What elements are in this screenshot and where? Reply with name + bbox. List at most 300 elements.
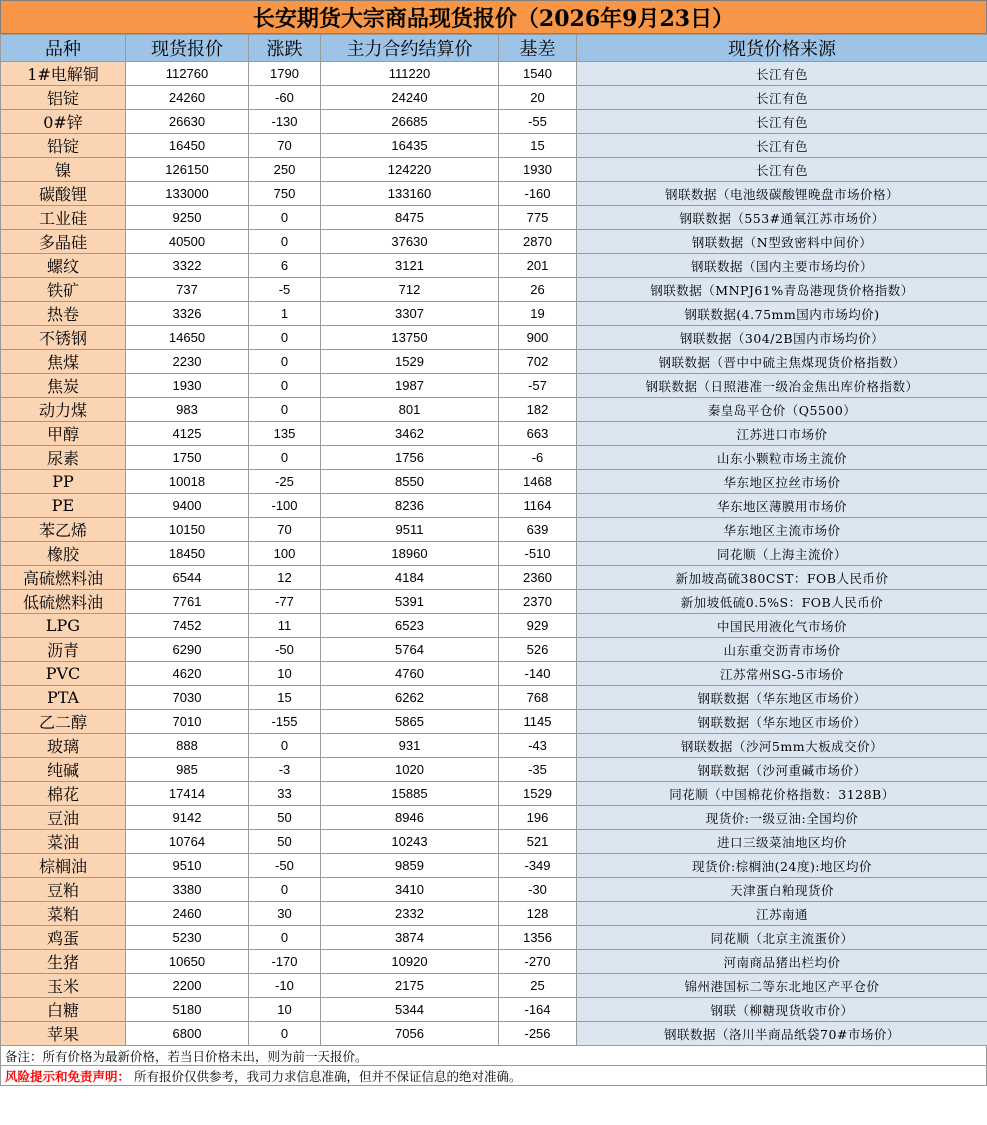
table-row	[1, 566, 987, 590]
spot-price-cell: 3326	[126, 302, 249, 326]
change-cell: 50	[249, 830, 321, 854]
basis-cell: 20	[499, 86, 577, 110]
variety-cell: 0#锌	[1, 110, 126, 134]
table-row	[1, 134, 987, 158]
settlement-cell: 9511	[321, 518, 499, 542]
source-cell: 长江有色	[577, 158, 987, 182]
variety-cell: 镍	[1, 158, 126, 182]
table-row	[1, 278, 987, 302]
settlement-cell: 7056	[321, 1022, 499, 1046]
basis-cell: 1356	[499, 926, 577, 950]
source-cell: 同花顺（上海主流价）	[577, 542, 987, 566]
basis-cell: 196	[499, 806, 577, 830]
basis-cell: -510	[499, 542, 577, 566]
variety-cell: 尿素	[1, 446, 126, 470]
table-row	[1, 662, 987, 686]
source-cell: 钢联数据（电池级碳酸锂晚盘市场价格）	[577, 182, 987, 206]
spot-price-cell: 17414	[126, 782, 249, 806]
source-cell: 长江有色	[577, 86, 987, 110]
source-cell: 华东地区主流市场价	[577, 518, 987, 542]
source-cell: 钢联数据（沙河5mm大板成交价）	[577, 734, 987, 758]
source-cell: 钢联（柳糖现货收市价）	[577, 998, 987, 1022]
spot-price-cell: 4620	[126, 662, 249, 686]
variety-cell: 动力煤	[1, 398, 126, 422]
source-cell: 钢联数据（日照港准一级冶金焦出库价格指数）	[577, 374, 987, 398]
settlement-cell: 8475	[321, 206, 499, 230]
spot-price-cell: 7452	[126, 614, 249, 638]
settlement-cell: 5865	[321, 710, 499, 734]
settlement-cell: 111220	[321, 62, 499, 86]
variety-cell: PTA	[1, 686, 126, 710]
settlement-cell: 26685	[321, 110, 499, 134]
basis-cell: -30	[499, 878, 577, 902]
basis-cell: 1540	[499, 62, 577, 86]
table-row	[1, 350, 987, 374]
table-row	[1, 254, 987, 278]
source-cell: 同花顺（中国棉花价格指数：3128B）	[577, 782, 987, 806]
basis-cell: 2360	[499, 566, 577, 590]
change-cell: 750	[249, 182, 321, 206]
source-cell: 钢联数据（华东地区市场价）	[577, 710, 987, 734]
basis-cell: 639	[499, 518, 577, 542]
change-cell: 100	[249, 542, 321, 566]
variety-cell: 焦炭	[1, 374, 126, 398]
spot-price-cell: 1750	[126, 446, 249, 470]
change-cell: 0	[249, 734, 321, 758]
spot-price-cell: 10650	[126, 950, 249, 974]
table-row	[1, 710, 987, 734]
variety-cell: 热卷	[1, 302, 126, 326]
table-row	[1, 470, 987, 494]
change-cell: 30	[249, 902, 321, 926]
variety-cell: 苯乙烯	[1, 518, 126, 542]
table-row	[1, 950, 987, 974]
change-cell: 0	[249, 326, 321, 350]
spot-price-cell: 24260	[126, 86, 249, 110]
basis-cell: 1529	[499, 782, 577, 806]
source-cell: 长江有色	[577, 110, 987, 134]
table-row	[1, 806, 987, 830]
table-row	[1, 230, 987, 254]
change-cell: -130	[249, 110, 321, 134]
change-cell: -50	[249, 854, 321, 878]
variety-cell: 铝锭	[1, 86, 126, 110]
basis-cell: 182	[499, 398, 577, 422]
spot-price-cell: 6800	[126, 1022, 249, 1046]
settlement-cell: 3874	[321, 926, 499, 950]
warning-label: 风险提示和免责声明：	[5, 1068, 131, 1084]
header-variety: 品种	[1, 35, 126, 62]
price-table	[0, 34, 987, 1046]
basis-cell: -270	[499, 950, 577, 974]
variety-cell: PP	[1, 470, 126, 494]
settlement-cell: 4184	[321, 566, 499, 590]
settlement-cell: 10243	[321, 830, 499, 854]
source-cell: 长江有色	[577, 62, 987, 86]
table-row	[1, 86, 987, 110]
change-cell: -100	[249, 494, 321, 518]
basis-cell: 900	[499, 326, 577, 350]
source-cell: 中国民用液化气市场价	[577, 614, 987, 638]
variety-cell: 铁矿	[1, 278, 126, 302]
source-cell: 钢联数据(4.75mm国内市场均价)	[577, 302, 987, 326]
table-row	[1, 902, 987, 926]
source-cell: 华东地区拉丝市场价	[577, 470, 987, 494]
source-cell: 江苏南通	[577, 902, 987, 926]
spot-price-cell: 2200	[126, 974, 249, 998]
spot-price-cell: 133000	[126, 182, 249, 206]
source-cell: 长江有色	[577, 134, 987, 158]
change-cell: 70	[249, 134, 321, 158]
basis-cell: 2870	[499, 230, 577, 254]
change-cell: 6	[249, 254, 321, 278]
change-cell: 12	[249, 566, 321, 590]
source-cell: 江苏常州SG-5市场价	[577, 662, 987, 686]
change-cell: 0	[249, 878, 321, 902]
spot-price-cell: 983	[126, 398, 249, 422]
settlement-cell: 1020	[321, 758, 499, 782]
table-row	[1, 590, 987, 614]
spot-price-cell: 2460	[126, 902, 249, 926]
source-cell: 同花顺（北京主流蛋价）	[577, 926, 987, 950]
variety-cell: 碳酸锂	[1, 182, 126, 206]
change-cell: -3	[249, 758, 321, 782]
change-cell: -25	[249, 470, 321, 494]
basis-cell: 929	[499, 614, 577, 638]
table-row	[1, 1022, 987, 1046]
variety-cell: 乙二醇	[1, 710, 126, 734]
table-row	[1, 182, 987, 206]
change-cell: 10	[249, 998, 321, 1022]
variety-cell: 生猪	[1, 950, 126, 974]
settlement-cell: 5764	[321, 638, 499, 662]
settlement-cell: 801	[321, 398, 499, 422]
change-cell: 33	[249, 782, 321, 806]
spot-price-cell: 4125	[126, 422, 249, 446]
spot-price-cell: 10764	[126, 830, 249, 854]
basis-cell: 15	[499, 134, 577, 158]
variety-cell: 甲醇	[1, 422, 126, 446]
basis-cell: 768	[499, 686, 577, 710]
settlement-cell: 24240	[321, 86, 499, 110]
table-row	[1, 854, 987, 878]
basis-cell: -164	[499, 998, 577, 1022]
variety-cell: 不锈钢	[1, 326, 126, 350]
table-row	[1, 206, 987, 230]
table-row	[1, 926, 987, 950]
header-change: 涨跌	[249, 35, 321, 62]
settlement-cell: 2175	[321, 974, 499, 998]
settlement-cell: 8236	[321, 494, 499, 518]
settlement-cell: 8946	[321, 806, 499, 830]
source-cell: 钢联数据（晋中中硫主焦煤现货价格指数）	[577, 350, 987, 374]
warning-text: 所有报价仅供参考，我司力求信息准确，但并不保证信息的绝对准确。	[134, 1068, 522, 1084]
spot-price-cell: 9250	[126, 206, 249, 230]
table-row	[1, 374, 987, 398]
variety-cell: 苹果	[1, 1022, 126, 1046]
change-cell: 0	[249, 206, 321, 230]
basis-cell: -349	[499, 854, 577, 878]
change-cell: 0	[249, 1022, 321, 1046]
change-cell: 15	[249, 686, 321, 710]
source-cell: 现货价:棕榈油(24度):地区均价	[577, 854, 987, 878]
variety-cell: 玻璃	[1, 734, 126, 758]
change-cell: -77	[249, 590, 321, 614]
basis-cell: 526	[499, 638, 577, 662]
table-row	[1, 62, 987, 86]
settlement-cell: 1987	[321, 374, 499, 398]
spot-price-cell: 9142	[126, 806, 249, 830]
variety-cell: 螺纹	[1, 254, 126, 278]
basis-cell: -140	[499, 662, 577, 686]
table-row	[1, 782, 987, 806]
change-cell: 70	[249, 518, 321, 542]
source-cell: 钢联数据（华东地区市场价）	[577, 686, 987, 710]
settlement-cell: 1756	[321, 446, 499, 470]
change-cell: -10	[249, 974, 321, 998]
spot-price-cell: 2230	[126, 350, 249, 374]
variety-cell: 工业硅	[1, 206, 126, 230]
table-row	[1, 638, 987, 662]
source-cell: 新加坡高硫380CST：FOB人民币价	[577, 566, 987, 590]
table-row	[1, 302, 987, 326]
table-row	[1, 398, 987, 422]
source-cell: 山东重交沥青市场价	[577, 638, 987, 662]
change-cell: -50	[249, 638, 321, 662]
change-cell: 1790	[249, 62, 321, 86]
source-cell: 天津蛋白粕现货价	[577, 878, 987, 902]
settlement-cell: 15885	[321, 782, 499, 806]
basis-cell: 1468	[499, 470, 577, 494]
settlement-cell: 9859	[321, 854, 499, 878]
source-cell: 进口三级菜油地区均价	[577, 830, 987, 854]
spot-price-cell: 7030	[126, 686, 249, 710]
variety-cell: 纯碱	[1, 758, 126, 782]
source-cell: 钢联数据（MNPJ61%青岛港现货价格指数）	[577, 278, 987, 302]
settlement-cell: 133160	[321, 182, 499, 206]
table-row	[1, 974, 987, 998]
variety-cell: 低硫燃料油	[1, 590, 126, 614]
change-cell: 1	[249, 302, 321, 326]
variety-cell: 白糖	[1, 998, 126, 1022]
spot-price-cell: 18450	[126, 542, 249, 566]
change-cell: 0	[249, 446, 321, 470]
table-row	[1, 494, 987, 518]
source-cell: 现货价:一级豆油:全国均价	[577, 806, 987, 830]
spot-price-cell: 6290	[126, 638, 249, 662]
change-cell: 0	[249, 230, 321, 254]
variety-cell: 玉米	[1, 974, 126, 998]
change-cell: 0	[249, 926, 321, 950]
basis-cell: -43	[499, 734, 577, 758]
settlement-cell: 10920	[321, 950, 499, 974]
spot-price-cell: 9400	[126, 494, 249, 518]
settlement-cell: 2332	[321, 902, 499, 926]
settlement-cell: 931	[321, 734, 499, 758]
variety-cell: 豆油	[1, 806, 126, 830]
variety-cell: 焦煤	[1, 350, 126, 374]
header-basis: 基差	[499, 35, 577, 62]
variety-cell: 棕榈油	[1, 854, 126, 878]
change-cell: 0	[249, 398, 321, 422]
basis-cell: 775	[499, 206, 577, 230]
spot-price-cell: 5180	[126, 998, 249, 1022]
basis-cell: -35	[499, 758, 577, 782]
basis-cell: 2370	[499, 590, 577, 614]
spot-price-cell: 40500	[126, 230, 249, 254]
change-cell: 0	[249, 350, 321, 374]
spot-price-cell: 9510	[126, 854, 249, 878]
basis-cell: -55	[499, 110, 577, 134]
table-row	[1, 158, 987, 182]
settlement-cell: 124220	[321, 158, 499, 182]
header-settlement: 主力合约结算价	[321, 35, 499, 62]
spot-price-cell: 6544	[126, 566, 249, 590]
variety-cell: 菜油	[1, 830, 126, 854]
basis-cell: 521	[499, 830, 577, 854]
variety-cell: 多晶硅	[1, 230, 126, 254]
spot-price-cell: 16450	[126, 134, 249, 158]
table-row	[1, 998, 987, 1022]
spot-price-cell: 10018	[126, 470, 249, 494]
table-row	[1, 758, 987, 782]
basis-cell: 702	[499, 350, 577, 374]
settlement-cell: 8550	[321, 470, 499, 494]
table-row	[1, 878, 987, 902]
basis-cell: 1145	[499, 710, 577, 734]
basis-cell: 128	[499, 902, 577, 926]
settlement-cell: 1529	[321, 350, 499, 374]
change-cell: -60	[249, 86, 321, 110]
source-cell: 钢联数据（553#通氧江苏市场价）	[577, 206, 987, 230]
variety-cell: 1#电解铜	[1, 62, 126, 86]
change-cell: 135	[249, 422, 321, 446]
variety-cell: 沥青	[1, 638, 126, 662]
spot-price-cell: 14650	[126, 326, 249, 350]
change-cell: 250	[249, 158, 321, 182]
settlement-cell: 5391	[321, 590, 499, 614]
settlement-cell: 3121	[321, 254, 499, 278]
change-cell: 10	[249, 662, 321, 686]
change-cell: 11	[249, 614, 321, 638]
spot-price-cell: 3322	[126, 254, 249, 278]
settlement-cell: 712	[321, 278, 499, 302]
variety-cell: 棉花	[1, 782, 126, 806]
settlement-cell: 3410	[321, 878, 499, 902]
source-cell: 钢联数据（国内主要市场均价）	[577, 254, 987, 278]
table-body	[1, 62, 987, 1046]
table-header	[1, 35, 987, 62]
variety-cell: 高硫燃料油	[1, 566, 126, 590]
settlement-cell: 37630	[321, 230, 499, 254]
settlement-cell: 18960	[321, 542, 499, 566]
table-row	[1, 734, 987, 758]
source-cell: 河南商品猪出栏均价	[577, 950, 987, 974]
spot-price-cell: 7010	[126, 710, 249, 734]
variety-cell: 鸡蛋	[1, 926, 126, 950]
basis-cell: 201	[499, 254, 577, 278]
spot-price-cell: 7761	[126, 590, 249, 614]
spot-price-cell: 126150	[126, 158, 249, 182]
footer-warning	[0, 1066, 987, 1086]
basis-cell: 26	[499, 278, 577, 302]
change-cell: -5	[249, 278, 321, 302]
change-cell: -170	[249, 950, 321, 974]
source-cell: 钢联数据（洛川半商品纸袋70#市场价）	[577, 1022, 987, 1046]
footer-note: 备注：所有价格为最新价格，若当日价格未出，则为前一天报价。	[0, 1046, 987, 1066]
source-cell: 钢联数据（N型致密料中间价）	[577, 230, 987, 254]
basis-cell: 19	[499, 302, 577, 326]
variety-cell: LPG	[1, 614, 126, 638]
spot-price-cell: 737	[126, 278, 249, 302]
source-cell: 山东小颗粒市场主流价	[577, 446, 987, 470]
table-row	[1, 830, 987, 854]
basis-cell: -57	[499, 374, 577, 398]
spot-price-cell: 888	[126, 734, 249, 758]
spot-price-cell: 3380	[126, 878, 249, 902]
settlement-cell: 6262	[321, 686, 499, 710]
settlement-cell: 4760	[321, 662, 499, 686]
settlement-cell: 3307	[321, 302, 499, 326]
basis-cell: -160	[499, 182, 577, 206]
variety-cell: 铅锭	[1, 134, 126, 158]
variety-cell: 豆粕	[1, 878, 126, 902]
table-row	[1, 446, 987, 470]
table-row	[1, 110, 987, 134]
source-cell: 江苏进口市场价	[577, 422, 987, 446]
source-cell: 秦皇岛平仓价（Q5500）	[577, 398, 987, 422]
source-cell: 钢联数据（沙河重碱市场价）	[577, 758, 987, 782]
table-row	[1, 686, 987, 710]
basis-cell: 1164	[499, 494, 577, 518]
change-cell: 50	[249, 806, 321, 830]
basis-cell: 663	[499, 422, 577, 446]
settlement-cell: 5344	[321, 998, 499, 1022]
spot-price-cell: 5230	[126, 926, 249, 950]
header-source: 现货价格来源	[577, 35, 987, 62]
settlement-cell: 3462	[321, 422, 499, 446]
table-row	[1, 422, 987, 446]
table-row	[1, 542, 987, 566]
spot-price-cell: 10150	[126, 518, 249, 542]
change-cell: -155	[249, 710, 321, 734]
spot-price-cell: 26630	[126, 110, 249, 134]
basis-cell: 1930	[499, 158, 577, 182]
source-cell: 新加坡低硫0.5%S：FOB人民币价	[577, 590, 987, 614]
variety-cell: 橡胶	[1, 542, 126, 566]
variety-cell: PE	[1, 494, 126, 518]
sheet-title: 长安期货大宗商品现货报价（2026年9月23日）	[0, 0, 987, 34]
settlement-cell: 16435	[321, 134, 499, 158]
source-cell: 锦州港国标二等东北地区产平仓价	[577, 974, 987, 998]
basis-cell: -256	[499, 1022, 577, 1046]
basis-cell: 25	[499, 974, 577, 998]
basis-cell: -6	[499, 446, 577, 470]
table-row	[1, 614, 987, 638]
spot-price-cell: 1930	[126, 374, 249, 398]
settlement-cell: 13750	[321, 326, 499, 350]
spot-price-cell: 985	[126, 758, 249, 782]
header-spot-price: 现货报价	[126, 35, 249, 62]
table-row	[1, 326, 987, 350]
spot-price-cell: 112760	[126, 62, 249, 86]
variety-cell: PVC	[1, 662, 126, 686]
variety-cell: 菜粕	[1, 902, 126, 926]
source-cell: 华东地区薄膜用市场价	[577, 494, 987, 518]
source-cell: 钢联数据（304/2B国内市场均价）	[577, 326, 987, 350]
change-cell: 0	[249, 374, 321, 398]
table-row	[1, 518, 987, 542]
